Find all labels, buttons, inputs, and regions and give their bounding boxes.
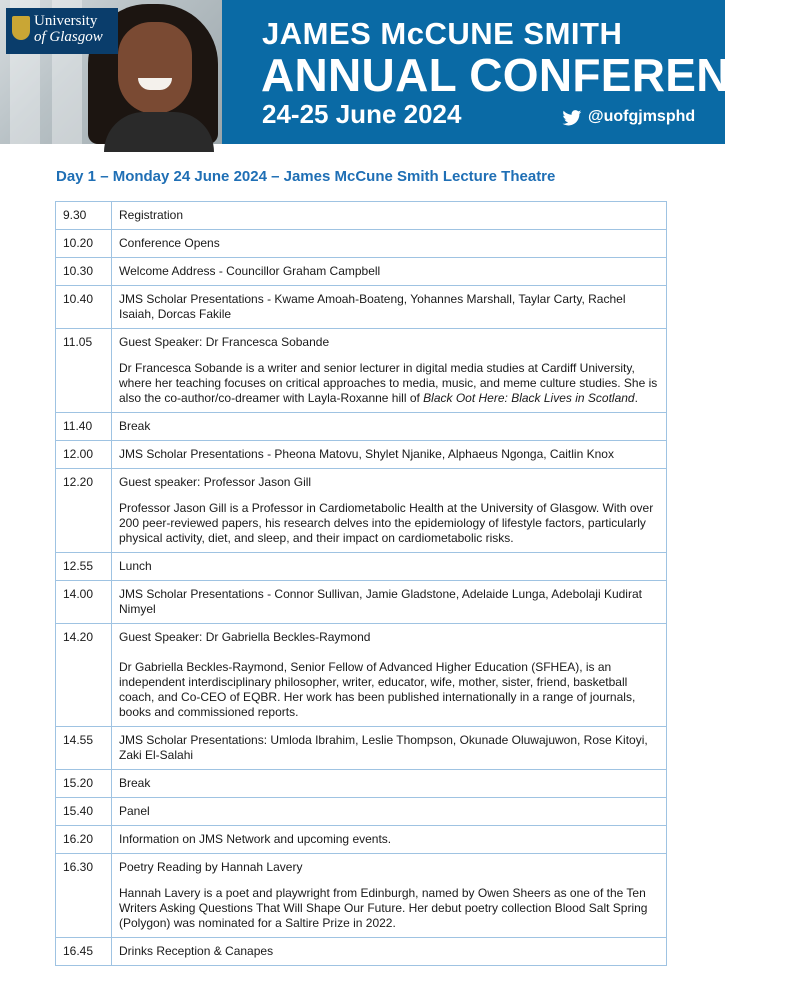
schedule-row <box>56 624 667 727</box>
schedule-title: Guest Speaker: Dr Gabriella Beckles-Raymond <box>119 630 371 644</box>
schedule-title: Poetry Reading by Hannah Lavery <box>119 860 303 874</box>
conference-dates: 24-25 June 2024 <box>262 99 462 129</box>
schedule-row <box>56 727 667 770</box>
description-suffix: . <box>634 391 638 405</box>
schedule-time: 12.20 <box>56 469 112 553</box>
schedule-title: Guest speaker: Professor Jason Gill <box>119 475 312 489</box>
schedule-row <box>56 798 667 826</box>
schedule-title: Break <box>119 776 151 790</box>
schedule-row <box>56 413 667 441</box>
schedule-details <box>112 230 667 258</box>
schedule-row <box>56 230 667 258</box>
schedule-details <box>112 826 667 854</box>
schedule-description: Dr Gabriella Beckles-Raymond, Senior Fellow of Advanced Higher Education (SFHEA), is an independent interdisciplinary philosopher, writer, educator, wife, mother, sister, friend, basketball coach, and Co-CEO of EQBR. Her work has been published internationally in a range of journals, books and commissioned reports. <box>119 660 636 719</box>
schedule-row <box>56 258 667 286</box>
description-text: Dr Francesca Sobande is a writer and senior lecturer in digital media studies at Cardiff University, where her teaching focuses on critical approaches to media, music, and meme culture studies. She is also the co-author/co-dreamer with Layla-Roxanne hill of <box>119 361 658 405</box>
schedule-details <box>112 553 667 581</box>
twitter-icon <box>562 110 582 126</box>
schedule-time: 14.55 <box>56 727 112 770</box>
schedule-time: 14.20 <box>56 624 112 727</box>
logo-line2: of Glasgow <box>34 29 103 45</box>
schedule-details <box>112 727 667 770</box>
twitter-handle[interactable]: @uofgjmsphd <box>588 108 696 125</box>
schedule-details <box>112 202 667 230</box>
schedule-details <box>112 798 667 826</box>
schedule-details <box>112 624 667 727</box>
schedule-details <box>112 770 667 798</box>
conference-title-line2: ANNUAL CONFERENCE <box>261 49 794 101</box>
schedule-time: 15.20 <box>56 770 112 798</box>
schedule-time: 12.00 <box>56 441 112 469</box>
schedule-details <box>112 581 667 624</box>
schedule-title: Panel <box>119 804 150 818</box>
schedule-time: 11.05 <box>56 329 112 413</box>
book-title: Black Oot Here: Black Lives in Scotland <box>423 391 635 405</box>
schedule-details <box>112 938 667 966</box>
conference-title-line1: JAMES McCUNE SMITH <box>262 16 623 51</box>
schedule-time: 10.30 <box>56 258 112 286</box>
schedule-row <box>56 553 667 581</box>
schedule-title: JMS Scholar Presentations - Kwame Amoah-Boateng, Yohannes Marshall, Taylar Carty, Rachel Isaiah, Dorcas Fakile <box>119 292 626 321</box>
schedule-details <box>112 286 667 329</box>
schedule-title: Break <box>119 419 151 433</box>
schedule-details <box>112 441 667 469</box>
schedule-details <box>112 258 667 286</box>
schedule-row <box>56 202 667 230</box>
schedule-time: 9.30 <box>56 202 112 230</box>
schedule-row <box>56 826 667 854</box>
schedule-row <box>56 441 667 469</box>
day-heading: Day 1 – Monday 24 June 2024 – James McCune Smith Lecture Theatre <box>56 168 556 185</box>
schedule-table <box>55 201 667 966</box>
schedule-time: 12.55 <box>56 553 112 581</box>
schedule-title: Conference Opens <box>119 236 220 250</box>
schedule-time: 11.40 <box>56 413 112 441</box>
schedule-title: JMS Scholar Presentations: Umloda Ibrahim, Leslie Thompson, Okunade Oluwajuwon, Rose Kitoyi, Zaki El-Salahi <box>119 733 648 762</box>
schedule-row <box>56 770 667 798</box>
header-banner <box>0 0 794 144</box>
schedule-row <box>56 286 667 329</box>
schedule-time: 16.20 <box>56 826 112 854</box>
schedule-row <box>56 581 667 624</box>
schedule-title: Guest Speaker: Dr Francesca Sobande <box>119 335 330 349</box>
schedule-title: JMS Scholar Presentations - Connor Sullivan, Jamie Gladstone, Adelaide Lunga, Adebolaji Kudirat Nimyel <box>119 587 642 616</box>
schedule-description: Hannah Lavery is a poet and playwright from Edinburgh, named by Owen Sheers as one of the Ten Writers Asking Questions That Will Shape Our Future. Her debut poetry collection Blood Salt Spring (Polygon) was nominated for a Saltire Prize in 2022. <box>119 886 648 930</box>
schedule-title: Registration <box>119 208 184 222</box>
university-logo <box>6 8 118 54</box>
schedule-title: Information on JMS Network and upcoming events. <box>119 832 392 846</box>
schedule-title: Welcome Address - Councillor Graham Campbell <box>119 264 381 278</box>
schedule-time: 10.40 <box>56 286 112 329</box>
schedule-time: 10.20 <box>56 230 112 258</box>
schedule-title: Drinks Reception & Canapes <box>119 944 274 958</box>
speaker-photo <box>0 0 222 144</box>
schedule-row <box>56 854 667 938</box>
logo-line1: University <box>34 13 98 29</box>
schedule-title: JMS Scholar Presentations - Pheona Matovu, Shylet Njanike, Alphaeus Ngonga, Caitlin Knox <box>119 447 614 461</box>
schedule-description: Professor Jason Gill is a Professor in Cardiometabolic Health at the University of Glasgow. With over 200 peer-reviewed papers, his research delves into the epidemiology of lifestyle factors, particularly physical activity, diet, and sleep, and their impact on cardiometabolic risks. <box>119 501 654 545</box>
schedule-description <box>119 361 659 406</box>
schedule-time: 15.40 <box>56 798 112 826</box>
schedule-details <box>112 854 667 938</box>
schedule-details <box>112 469 667 553</box>
schedule-details <box>112 329 667 413</box>
schedule-details <box>112 413 667 441</box>
schedule-title: Lunch <box>119 559 152 573</box>
crest-icon <box>12 16 30 40</box>
schedule-row <box>56 938 667 966</box>
schedule-time: 16.45 <box>56 938 112 966</box>
schedule-row <box>56 469 667 553</box>
schedule-time: 16.30 <box>56 854 112 938</box>
schedule-time: 14.00 <box>56 581 112 624</box>
schedule-row <box>56 329 667 413</box>
